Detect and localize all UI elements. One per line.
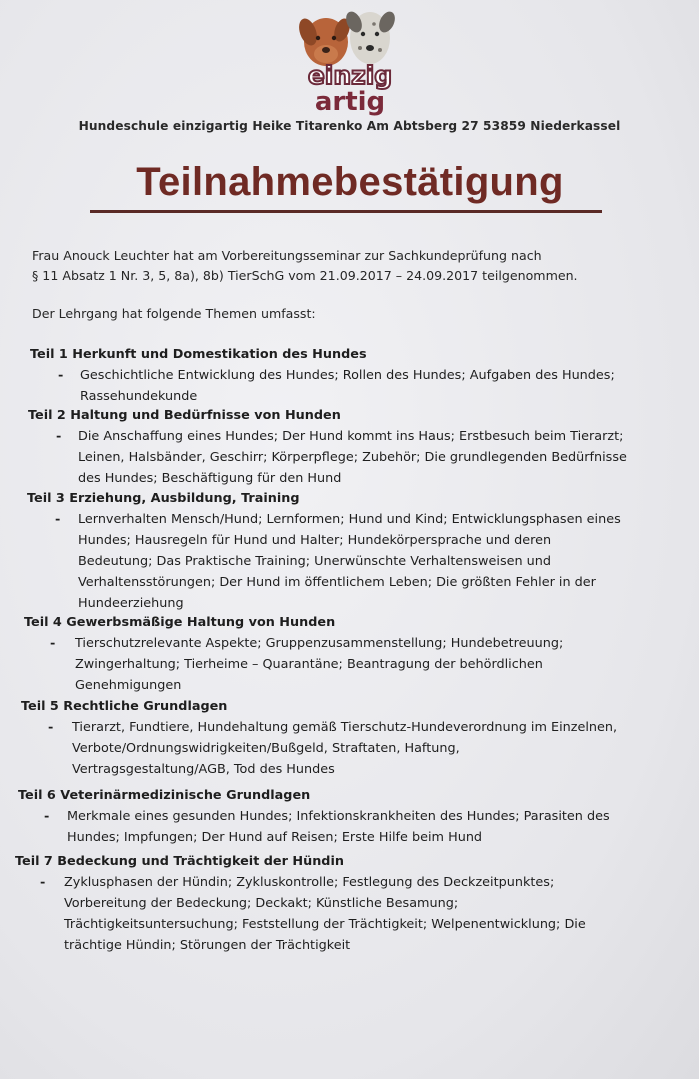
bullet-line: Vertragsgestaltung/AGB, Tod des Hundes bbox=[72, 762, 335, 777]
dogs-logo-graphic bbox=[280, 4, 420, 116]
section-title: Teil 7 Bedeckung und Trächtigkeit der Hündin bbox=[15, 854, 344, 869]
section-bullet bbox=[28, 426, 689, 489]
section-bullet bbox=[27, 509, 689, 614]
school-address: Hundeschule einzigartig Heike Titarenko Am Abtsberg 27 53859 Niederkassel bbox=[78, 119, 621, 133]
bullet-line: Hundes; Impfungen; Der Hund auf Reisen; Erste Hilfe beim Hund bbox=[67, 830, 483, 845]
logo-wordmark-line2: artig bbox=[314, 87, 386, 116]
bullet-dash: - bbox=[58, 368, 64, 383]
bullet-line: Bedeutung; Das Praktische Training; Unerwünschte Verhaltensweisen und bbox=[78, 554, 552, 569]
section-title: Teil 5 Rechtliche Grundlagen bbox=[21, 699, 228, 714]
section-title: Teil 1 Herkunft und Domestikation des Hundes bbox=[30, 347, 367, 362]
bullet-dash: - bbox=[56, 429, 62, 444]
bullet-dash: - bbox=[55, 512, 61, 527]
bullet-line: Merkmale eines gesunden Hundes; Infektionskrankheiten des Hundes; Parasiten des bbox=[67, 809, 610, 824]
section-title: Teil 6 Veterinärmedizinische Grundlagen bbox=[18, 788, 311, 803]
bullet-line: Hundeerziehung bbox=[78, 596, 184, 611]
bullet-line: Vorbereitung der Bedeckung; Deckakt; Künstliche Besamung; bbox=[64, 896, 459, 911]
section-title: Teil 3 Erziehung, Ausbildung, Training bbox=[27, 491, 300, 506]
section-title: Teil 2 Haltung und Bedürfnisse von Hunden bbox=[28, 408, 341, 423]
bullet-line: Zyklusphasen der Hündin; Zykluskontrolle; Festlegung des Deckzeitpunktes; bbox=[64, 875, 555, 890]
bullet-line: Die Anschaffung eines Hundes; Der Hund kommt ins Haus; Erstbesuch beim Tierarzt; bbox=[78, 429, 624, 444]
confirmation-line-2: § 11 Absatz 1 Nr. 3, 5, 8a), 8b) TierSchG vom 21.09.2017 – 24.09.2017 teilgenommen. bbox=[32, 268, 578, 283]
topic-section bbox=[24, 613, 689, 696]
confirmation-line-1: Frau Anouck Leuchter hat am Vorbereitungsseminar zur Sachkundeprüfung nach bbox=[32, 248, 542, 263]
bullet-line: Leinen, Halsbänder, Geschirr; Körperpflege; Zubehör; Die grundlegenden Bedürfnisse bbox=[78, 450, 627, 465]
bullet-line: Rassehundekunde bbox=[80, 389, 198, 404]
logo-wordmark-line1: einzig bbox=[307, 61, 393, 90]
bullet-dash: - bbox=[48, 720, 54, 735]
section-bullet bbox=[24, 633, 689, 696]
topic-section bbox=[30, 345, 689, 407]
confirmation-text bbox=[32, 246, 632, 286]
bullet-line: Geschichtliche Entwicklung des Hundes; Rollen des Hundes; Aufgaben des Hundes; bbox=[80, 368, 615, 383]
bullet-line: Verbote/Ordnungswidrigkeiten/Bußgeld, Straftaten, Haftung, bbox=[72, 741, 460, 756]
dog-school-logo bbox=[280, 4, 420, 116]
bullet-dash: - bbox=[44, 809, 50, 824]
bullet-line: des Hundes; Beschäftigung für den Hund bbox=[78, 471, 342, 486]
topic-section bbox=[18, 786, 689, 848]
bullet-line: Trächtigkeitsuntersuchung; Feststellung der Trächtigkeit; Welpenentwicklung; Die bbox=[64, 917, 586, 932]
section-title: Teil 4 Gewerbsmäßige Haltung von Hunden bbox=[24, 615, 336, 630]
bullet-line: Verhaltensstörungen; Der Hund im öffentlichem Leben; Die größten Fehler in der bbox=[78, 575, 596, 590]
section-bullet bbox=[21, 717, 689, 780]
bullet-dash: - bbox=[50, 636, 56, 651]
bullet-line: Genehmigungen bbox=[75, 678, 182, 693]
spotted-dog-icon bbox=[343, 9, 398, 64]
bullet-dash: - bbox=[40, 875, 46, 890]
title-underline bbox=[90, 210, 602, 213]
topic-section bbox=[15, 852, 689, 956]
section-bullet bbox=[30, 365, 689, 407]
section-bullet bbox=[18, 806, 689, 848]
topics-intro: Der Lehrgang hat folgende Themen umfasst: bbox=[32, 306, 316, 321]
topic-section bbox=[27, 489, 689, 614]
bullet-line: Zwingerhaltung; Tierheime – Quarantäne; Beantragung der behördlichen bbox=[75, 657, 543, 672]
document-title: Teilnahmebestätigung bbox=[136, 160, 564, 204]
section-bullet bbox=[15, 872, 689, 956]
bullet-line: Lernverhalten Mensch/Hund; Lernformen; Hund und Kind; Entwicklungsphasen eines bbox=[78, 512, 621, 527]
bullet-line: trächtige Hündin; Störungen der Trächtigkeit bbox=[64, 938, 351, 953]
bullet-line: Hundes; Hausregeln für Hund und Halter; Hundekörpersprache und deren bbox=[78, 533, 552, 548]
topic-section bbox=[21, 697, 689, 780]
bullet-line: Tierarzt, Fundtiere, Hundehaltung gemäß Tierschutz-Hundeverordnung im Einzelnen, bbox=[72, 720, 618, 735]
topic-section bbox=[28, 406, 689, 489]
bullet-line: Tierschutzrelevante Aspekte; Gruppenzusammenstellung; Hundebetreuung; bbox=[75, 636, 564, 651]
brown-dog-icon bbox=[296, 16, 353, 66]
